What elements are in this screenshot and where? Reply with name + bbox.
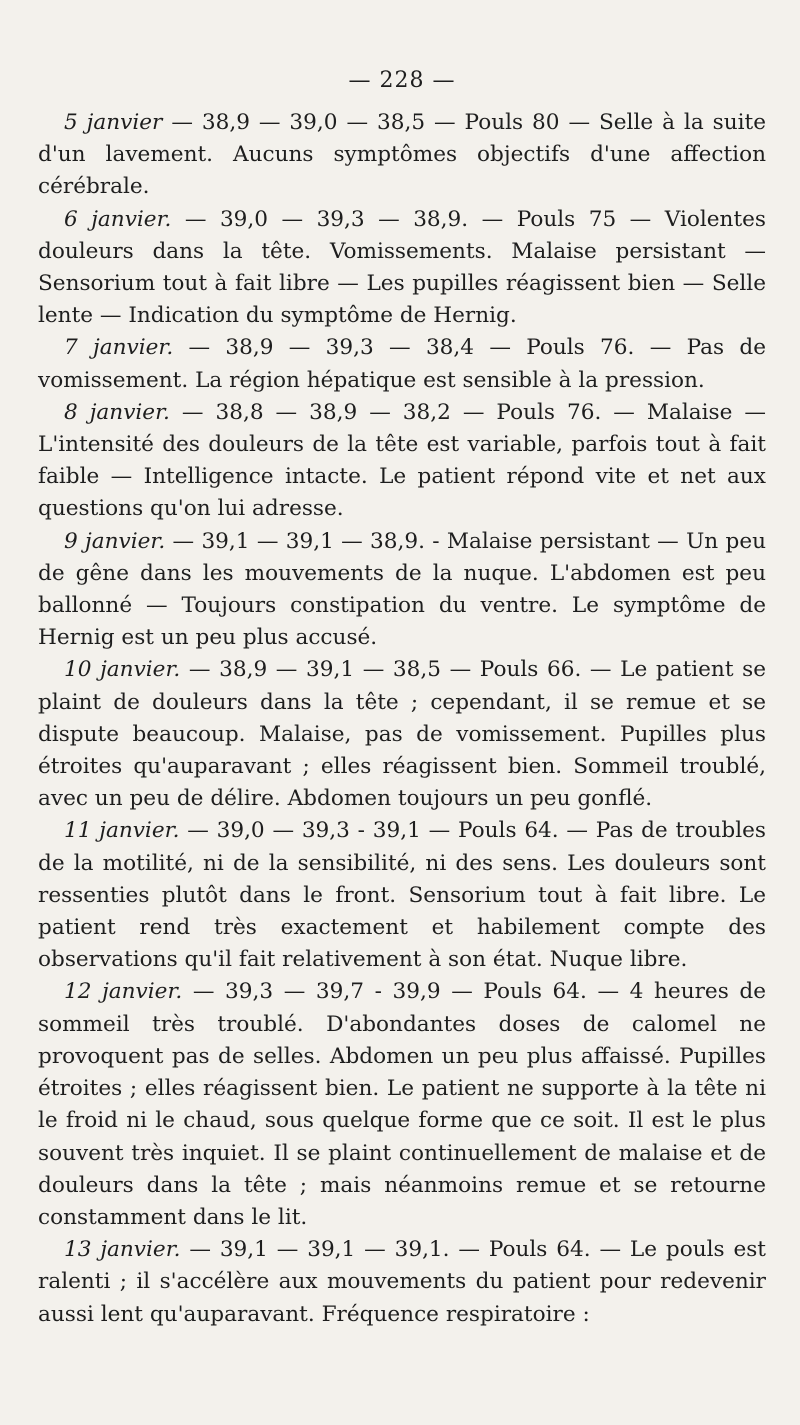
entry-text: — 38,9 — 39,3 — 38,4 — Pouls 76. — Pas de vomissement. La région hépatique est sensible à la pression. [38,335,766,393]
journal-entry [38,526,766,655]
entry-text: — 38,9 — 39,0 — 38,5 — Pouls 80 — Selle à la suite d'un lavement. Aucuns symptômes objectifs d'une affection cérébrale. [38,110,766,200]
journal-entry [38,654,766,815]
journal-entry [38,976,766,1234]
entry-text: — 39,0 — 39,3 — 38,9. — Pouls 75 — Violentes douleurs dans la tête. Vomissements. Malaise persistant — Sensorium tout à fait libre — Les pupilles réagissent bien — Selle lente — Indication du symptôme de Hernig. [38,206,766,329]
entry-text: — 39,3 — 39,7 - 39,9 — Pouls 64. — 4 heures de sommeil très troublé. D'abondantes doses de calomel ne provoquent pas de selles. Abdomen un peu plus affaissé. Pupilles étroites ; elles réagissent bien. Le patient ne supporte à la tête ni le froid ni le chaud, sous quelque forme que ce soit. Il est le plus souvent très inquiet. Il se plaint continuellement de malaise et de douleurs dans la tête ; mais néanmoins remue et se retourne constamment dans le lit. [38,979,766,1230]
entry-date: 9 janvier. [64,528,166,554]
journal-entry [38,815,766,976]
journal-entry [38,1234,766,1331]
entry-text: — 39,1 — 39,1 — 38,9. - Malaise persistant — Un peu de gêne dans les mouvements de la nuque. L'abdomen est peu ballonné — Toujours constipation du ventre. Le symptôme de Hernig est un peu plus accusé. [38,528,767,651]
journal-entry [38,332,766,396]
entry-date: 7 janvier. [64,335,174,361]
entry-date: 12 janvier. [64,979,183,1005]
entry-date: 5 janvier [64,110,163,135]
entry-date: 6 janvier. [64,206,172,232]
entry-date: 10 janvier. [64,657,181,683]
journal-entry [38,204,766,333]
entry-date: 13 janvier. [64,1237,181,1263]
entry-date: 8 janvier. [64,399,170,425]
journal-entry [38,107,766,204]
entry-text: — 38,8 — 38,9 — 38,2 — Pouls 76. — Malaise — L'intensité des douleurs de la tête est variable, parfois tout à fait faible — Intelligence intacte. Le patient répond vite et net aux questions qu'on lui adresse. [38,399,766,522]
page-number: — 228 — [348,68,456,93]
entry-text: — 39,0 — 39,3 - 39,1 — Pouls 64. — Pas de troubles de la motilité, ni de la sensibilité, ni des sens. Les douleurs sont ressenties plutôt dans le front. Sensorium tout à fait libre. Le patient rend très exactement et habilement compte des observations qu'il fait relativement à son état. Nuque libre. [38,818,766,973]
entry-text: — 38,9 — 39,1 — 38,5 — Pouls 66. — Le patient se plaint de douleurs dans la tête ; cependant, il se remue et se dispute beaucoup. Malaise, pas de vomissement. Pupilles plus étroites qu'auparavant ; elles réagissent bien. Sommeil troublé, avec un peu de délire. Abdomen toujours un peu gonflé. [38,657,766,812]
journal-entry [38,397,766,526]
entry-text: — 39,1 — 39,1 — 39,1. — Pouls 64. — Le pouls est ralenti ; il s'accélère aux mouvements du patient pour redevenir aussi lent qu'auparavant. Fréquence respiratoire : [38,1237,766,1327]
entry-date: 11 janvier. [64,818,180,844]
